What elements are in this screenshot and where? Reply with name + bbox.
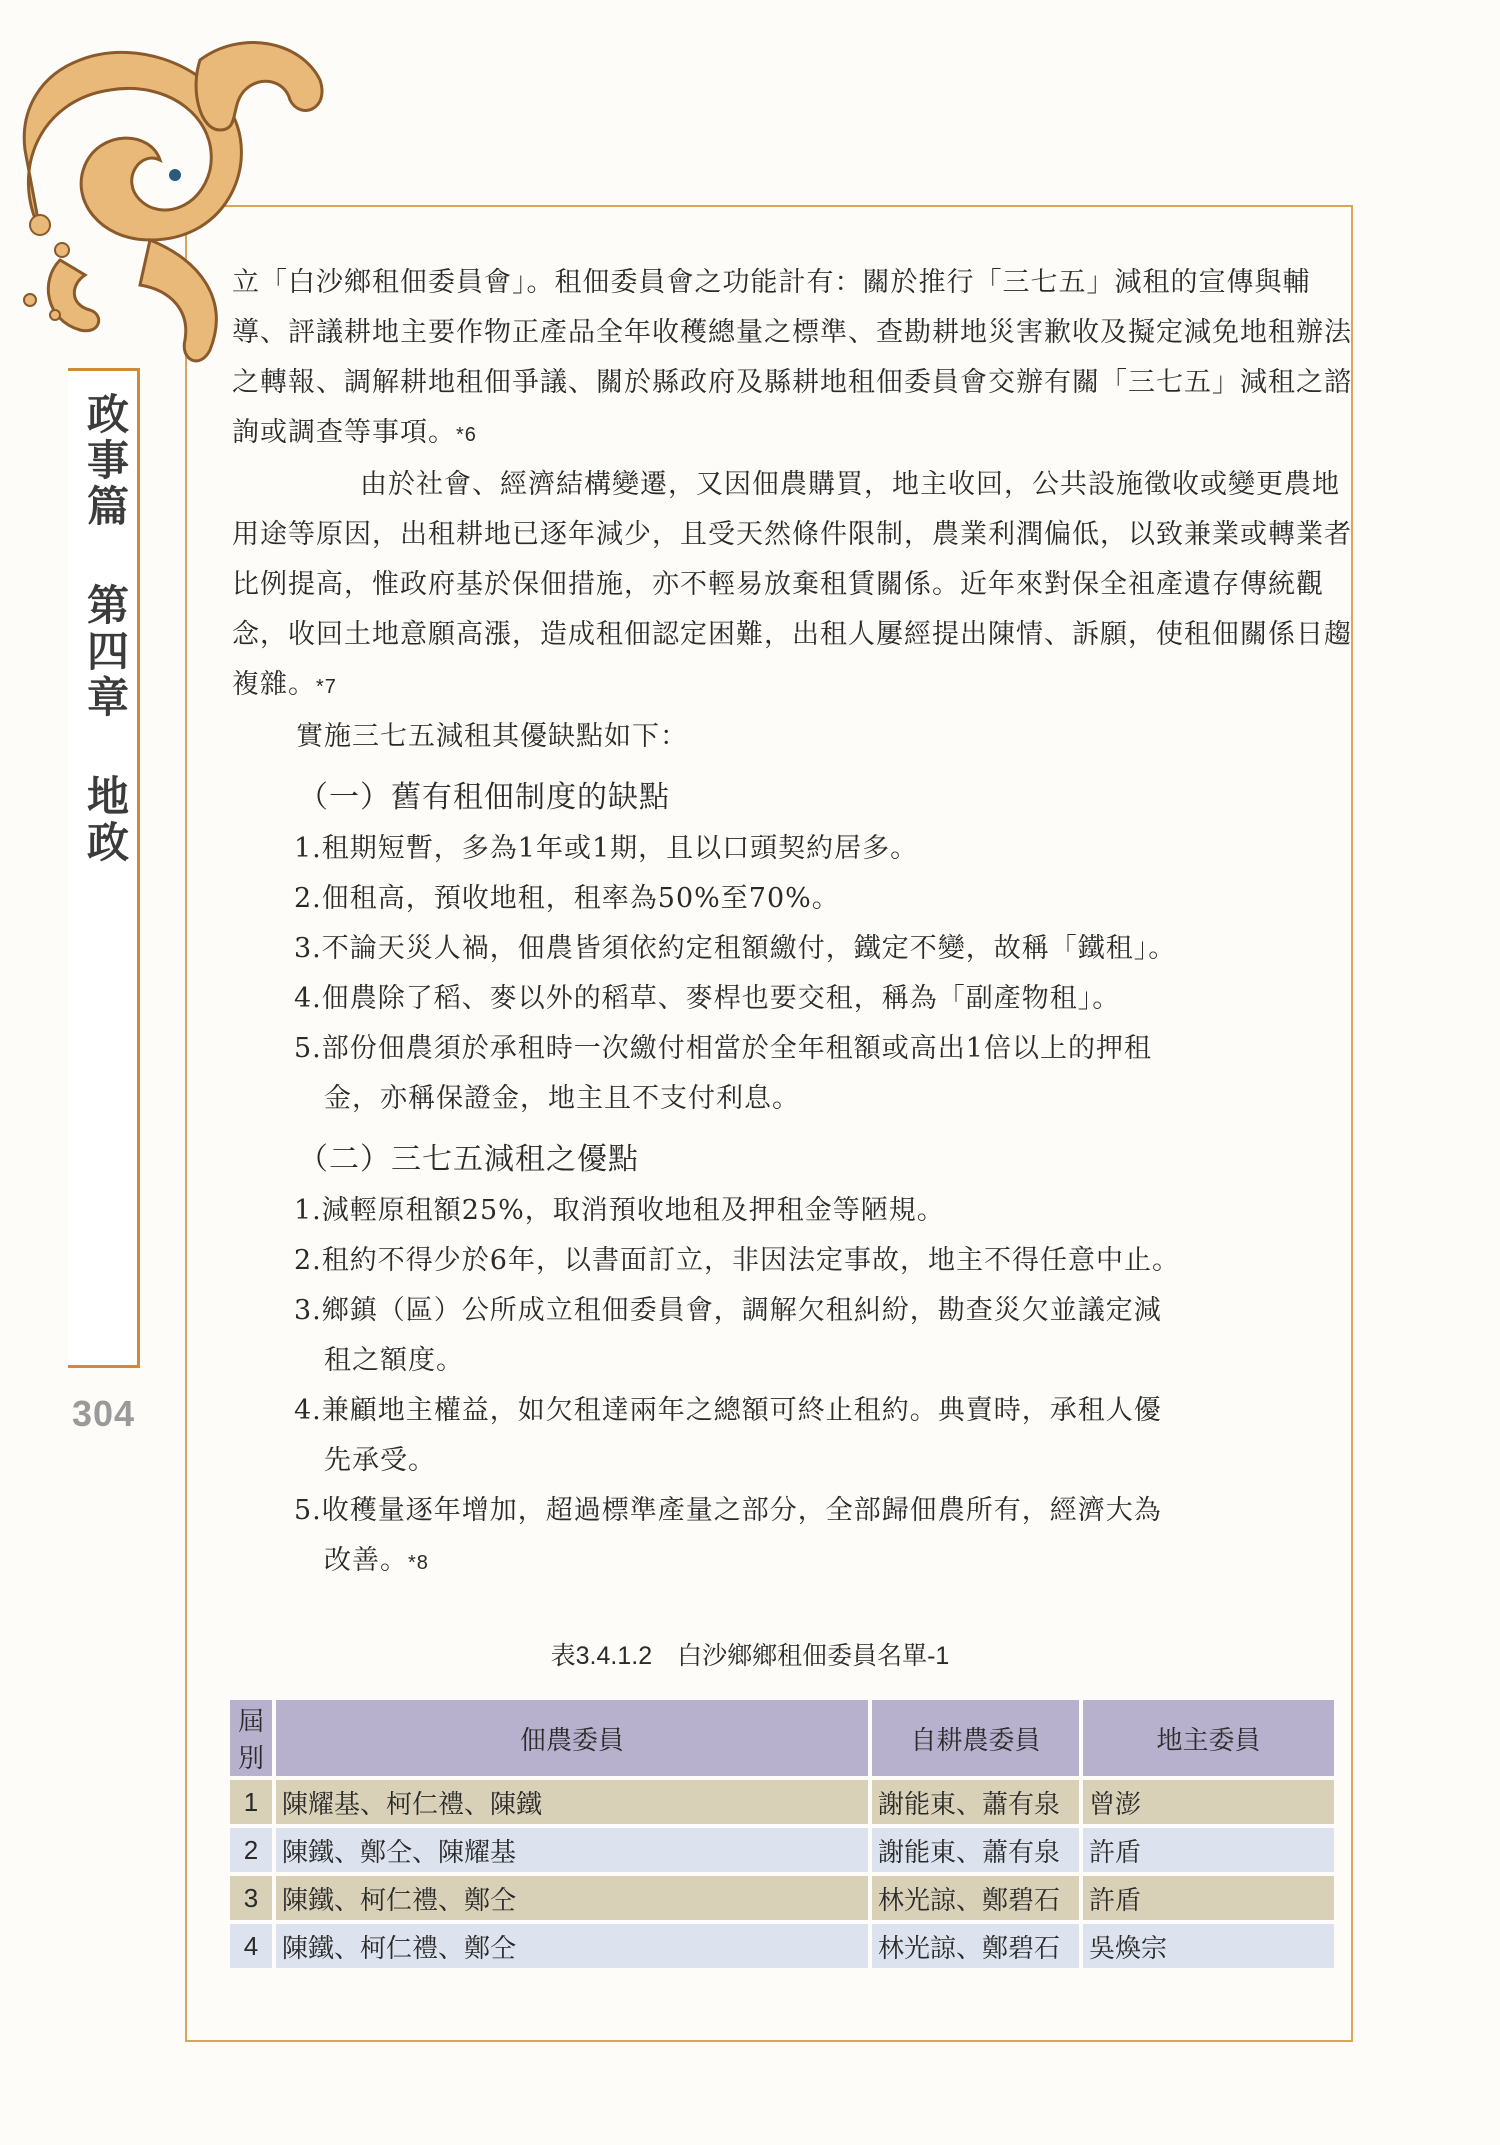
table-cell: 2 [230,1828,272,1872]
paragraph-1 [232,258,1352,460]
continuation-text: 改善。 [324,1545,408,1576]
committee-table [226,1696,1338,1972]
list-item-continuation [324,1536,1352,1588]
header-cell: 佃農委員 [276,1700,868,1776]
table-row [230,1780,1334,1824]
section-heading-2: （二）三七五減租之優點 [298,1143,639,1176]
main-text [232,258,1352,1588]
footnote-ref: *8 [408,1552,429,1574]
header-cell: 自耕農委員 [872,1700,1079,1776]
section-heading-1: （一）舊有租佃制度的缺點 [298,781,670,814]
table-cell: 林光諒、鄭碧石 [872,1876,1079,1920]
list-item: 4.佃農除了稻、麥以外的稻草、麥桿也要交租，稱為「副產物租」。 [294,983,1121,1014]
list-item-continuation: 金，亦稱保證金，地主且不支付利息。 [324,1083,800,1114]
chapter-title: 政事篇 第四章 地政 [81,392,130,866]
table-row [230,1828,1334,1872]
list-item: 3.不論天災人禍，佃農皆須依約定租額繳付，鐵定不變，故稱「鐵租」。 [294,933,1177,964]
list-item: 1.減輕原租額25%，取消預收地租及押租金等陋規。 [294,1195,945,1226]
paragraph-2-text: 由於社會、經濟結構變遷，又因佃農購買，地主收回，公共設施徵收或變更農地用途等原因，出租耕地已逐年減少，且受天然條件限制，農業利潤偏低，以致兼業或轉業者比例提高，惟政府基於保佃措施，亦不輕易放棄租賃關係。近年來對保全祖產遺存傳統觀念，收回土地意願高漲，造成租佃認定困難，出租人屢經提出陳情、訴願，使租佃關係日趨複雜。 [232,469,1352,700]
table-cell: 許盾 [1083,1828,1334,1872]
table-cell: 許盾 [1083,1876,1334,1920]
table-cell: 曾澎 [1083,1780,1334,1824]
table-header-row [230,1700,1334,1776]
table-cell: 林光諒、鄭碧石 [872,1924,1079,1968]
list-item: 2.租約不得少於6年，以書面訂立，非因法定事故，地主不得任意中止。 [294,1245,1180,1276]
page-number: 304 [72,1393,136,1434]
paragraph-1-text: 立「白沙鄉租佃委員會」。租佃委員會之功能計有：關於推行「三七五」減租的宣傳與輔導、評議耕地主要作物正產品全年收穫總量之標準、查勘耕地災害歉收及擬定減免地租辦法之轉報、調解耕地租佃爭議、關於縣政府及縣耕地租佃委員會交辦有關「三七五」減租之諮詢或調查等事項。 [232,267,1352,448]
footnote-ref: *7 [316,676,337,698]
list-item: 1.租期短暫，多為1年或1期，且以口頭契約居多。 [294,833,919,864]
list-item: 5.部份佃農須於承租時一次繳付相當於全年租額或高出1倍以上的押租 [294,1033,1152,1064]
table-cell: 陳耀基、柯仁禮、陳鐵 [276,1780,868,1824]
list-item: 3.鄉鎮（區）公所成立租佃委員會，調解欠租糾紛，勘查災欠並議定減 [294,1295,1162,1326]
table-cell: 謝能東、蕭有泉 [872,1780,1079,1824]
table-cell: 陳鐵、柯仁禮、鄭仝 [276,1924,868,1968]
header-cell: 地主委員 [1083,1700,1334,1776]
table-cell: 陳鐵、鄭仝、陳耀基 [276,1828,868,1872]
table-cell: 3 [230,1876,272,1920]
footnote-ref: *6 [456,424,477,446]
paragraph-2 [232,460,1352,712]
list-item: 4.兼顧地主權益，如欠租達兩年之總額可終止租約。典賣時，承租人優 [294,1395,1162,1426]
table-row [230,1924,1334,1968]
table-cell: 謝能東、蕭有泉 [872,1828,1079,1872]
table-cell: 陳鐵、柯仁禮、鄭仝 [276,1876,868,1920]
table-cell: 吳煥宗 [1083,1924,1334,1968]
list-item: 2.佃租高，預收地租，租率為50%至70%。 [294,883,840,914]
table-row [230,1876,1334,1920]
table-cell: 4 [230,1924,272,1968]
table-cell: 1 [230,1780,272,1824]
table-caption: 表3.4.1.2 白沙鄉鄉租佃委員名單-1 [550,1642,950,1670]
list-item-continuation: 先承受。 [324,1445,436,1476]
list-item-continuation: 租之額度。 [324,1345,464,1376]
list-item: 5.收穫量逐年增加，超過標準產量之部分，全部歸佃農所有，經濟大為 [294,1495,1162,1526]
intro-line: 實施三七五減租其優缺點如下： [296,721,688,752]
header-cell: 屆別 [230,1700,272,1776]
